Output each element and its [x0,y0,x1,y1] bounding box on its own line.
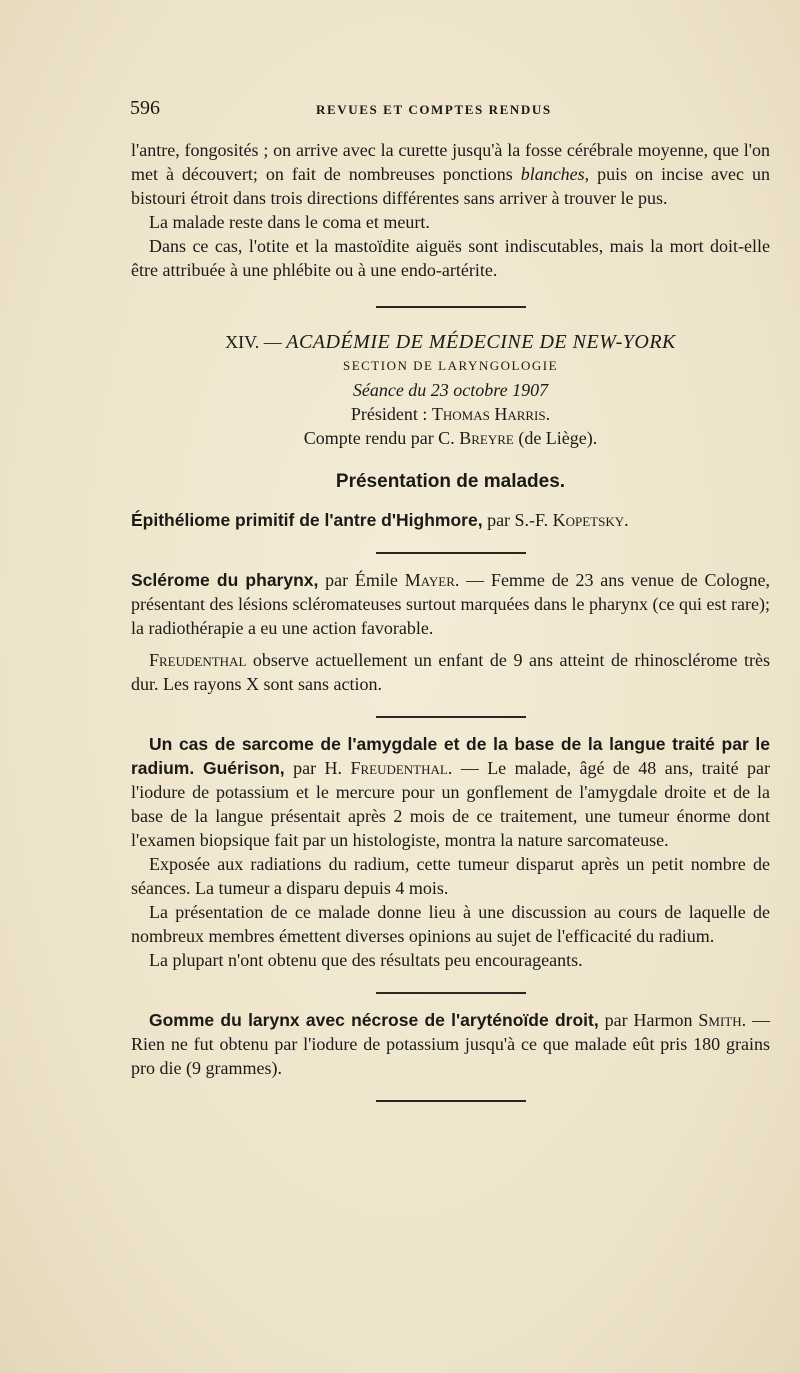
section-subtitle: SECTION DE LARYNGOLOGIE [342,358,559,373]
report-label: Compte rendu par C. [303,428,460,448]
intro-text: l'antre, fongosités ; on arrive avec la curette jusqu'à la fosse cérébrale moyenne, que l'on met à découvert; on fait de nombreuses ponctions [131,140,770,184]
entry-4-by: par Harmon [598,1010,699,1030]
entry-2-title: Sclérome du pharynx, [131,570,319,590]
running-title: REVUES ET COMPTES RENDUS [316,102,552,117]
section-number: XIV. — [225,332,287,352]
reporter-name: Breyre [459,428,514,448]
italic-word: blanches [520,164,585,184]
intro-text-end: , puis on incise avec un bistouri étroit dans trois directions différentes sans arriver à trouver le pus. [131,164,770,208]
president-name: Thomas Harris. [431,404,551,424]
session-date: Séance du 23 octobre 1907 [352,380,549,400]
entry-2-text: — Femme de 23 ans venue de Cologne, présentant des lésions scléromateuses surtout marquées dans le pharynx (ce qui est rare); la radiothérapie a eu une action favorable. [131,570,770,638]
page-number: 596 [130,97,160,119]
entry-1 [131,508,770,532]
entry-2-paragraph-2 [131,648,770,696]
page-header [130,97,770,125]
entry-3-paragraph-2: Exposée aux radiations du radium, cette tumeur disparut après un petit nombre de séances. La tumeur a disparu depuis 4 mois. [131,854,770,898]
entry-2-comment: observe actuellement un enfant de 9 ans atteint de rhinosclérome très dur. Les rayons X sont sans action. [131,650,770,694]
report-place: (de Liège). [513,428,598,448]
entry-2-commenter: Freudenthal [149,650,247,670]
entry-2-author: Mayer. [404,570,460,590]
entry-4-author: Smith. [698,1010,747,1030]
separator-rule [376,992,526,994]
separator-rule [376,1100,526,1102]
president-label: Président : [350,404,432,424]
entry-1-author: Kopetsky. [552,510,629,530]
entry-3-paragraph-4: La plupart n'ont obtenu que des résultats peu encourageants. [149,950,583,970]
intro-paragraph-3: Dans ce cas, l'otite et la mastoïdite aiguës sont indiscutables, mais la mort doit-elle être attribuée à une phlébite ou à une endo-artérite. [131,236,770,280]
page-body [131,138,770,1102]
section-title [131,330,770,354]
entry-2 [131,568,770,640]
entry-4 [131,1008,770,1080]
entry-1-title: Épithéliome primitif de l'antre d'Highmore, [131,510,483,530]
entry-3-paragraph-3: La présentation de ce malade donne lieu à une discussion au cours de laquelle de nombreux membres émettent diverses opinions au sujet de l'efficacité du radium. [131,902,770,946]
entry-1-by: par S.-F. [482,510,553,530]
entry-4-text: — Rien ne fut obtenu par l'iodure de potassium jusqu'à ce que malade eût pris 180 grains pro die (9 grammes). [131,1010,771,1078]
presentation-heading: Présentation de malades. [335,471,566,492]
section-title-text: ACADÉMIE DE MÉDECINE DE NEW-YORK [286,331,676,353]
entry-3-author: Freudenthal. [350,758,453,778]
intro-paragraph-2: La malade reste dans le coma et meurt. [149,212,430,232]
report-line [131,426,770,450]
separator-rule [376,552,526,554]
entry-3-text: — Le malade, âgé de 48 ans, traité par l'iodure de potassium et le mercure pour un gonflement de l'amygdale droite et de la base de la langue présentait après 2 mois de ce traitement, une tumeur énorme dont l'examen biopsique fait par un histologiste, montra la nature sarcomateuse. [131,758,771,850]
entry-3-title: Un cas de sarcome de l'amygdale et de la base de la langue traité par le radium. Guérison, [131,734,770,778]
separator-rule [376,306,526,308]
entry-4-title: Gomme du larynx avec nécrose de l'aryténoïde droit, [149,1010,599,1030]
entry-3 [131,732,770,852]
entry-2-by: par Émile [318,570,405,590]
president-line [131,402,770,426]
separator-rule [376,716,526,718]
entry-3-by: par H. [284,758,351,778]
intro-paragraph-1 [131,138,770,210]
